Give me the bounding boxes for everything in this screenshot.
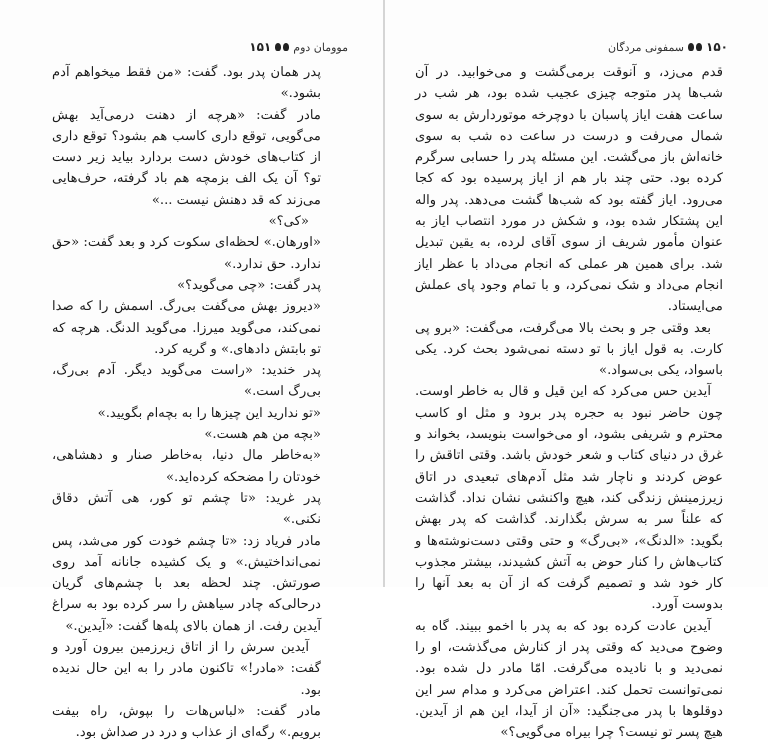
paragraph: آیدین حس می‌کرد که این قیل و قال به خاطر اوست. چون حاضر نبود به حجره پدر برود و مثل او کاسب محترم و شریفی بشود، او می‌خواست بنویسد، بخواند و غرق در دنیای کتاب و شعر خودش باشد. وقتی اتاقش را عوض کردند و ناچار شد مثل آدم‌های تبعیدی در اتاق زیرزمینش زندگی کند، هیچ واکنشی نشان نداد. گذاشت که علناً سر به سرش بگذارند. گذاشت که پدر بهش بگوید: «الدنگ»، «بی‌رگ» و حتی وقتی دست‌نوشته‌ها و کتاب‌هاش را کنار حوض به آتش کشیدند، بیشتر مجذوب کار خود شد و تصمیم گرفت که از آن به بعد آنها را بدوست آورد.	[415, 384, 723, 613]
right-page-text	[415, 62, 723, 744]
paragraph: پدر گفت: «چی می‌گوید؟»	[177, 277, 321, 293]
paragraph: «به‌خاطر مال دنیا، به‌خاطر صنار و دهشاهی، خودتان را مضحکه کرده‌اید.»	[52, 448, 321, 485]
ornament-icon	[688, 42, 702, 52]
paragraph: پدر خندید: «راست می‌گوید دیگر. آدم بی‌رگ، بی‌رگ است.»	[52, 363, 321, 400]
paragraph: «بچه من هم هست.»	[204, 427, 321, 443]
running-head-left	[249, 40, 348, 54]
paragraph: قدم می‌زد، و آنوقت برمی‌گشت و می‌خوابید. در آن شب‌ها پدر متوجه چیزی عجیب شده بود، هر شب در ساعت هفت ایاز پاسبان با دوچرخه موتوردارش به سوی شمال می‌رفت و درست در ساعت ده شب به سوی خانه‌اش باز می‌گشت. این مسئله پدر را حسابی سرگرم کرده بود. حتی چند بار هم از ایاز پرسیده بود که کجا می‌رود. ایاز گفته بود که شب‌ها گشت می‌دهد. پدر واله این پشتکار شده بود، و شکش در مورد انتصاب ایاز به عنوان مأمور شریف از سوی آقای لرده، به یقین تبدیل شد. برای همین هر عملی که انجام می‌داد با عظر ایاز انجام می‌داد و شک نمی‌کرد، و با تمام وجود پای عملش می‌ایستاد.	[415, 65, 723, 315]
paragraph: مادر فریاد زد: «تا چشم خودت کور می‌شد، پس نمی‌انداختیش.» و یک کشیده جانانه آمد روی صورتش. چند لحظه بعد با چشم‌های گریان درحالی‌که چادر سیاهش را سر کرده بود به سراغ آیدین رفت. از همان بالای پله‌ها گفت: «آیدین.»	[52, 533, 321, 634]
left-page	[0, 0, 383, 741]
paragraph: «دیروز بهش می‌گفت بی‌رگ. اسمش را که صدا نمی‌کند، می‌گوید میرزا. می‌گوید الدنگ. هرچه که تو بابتش دادهای.» و گریه کرد.	[52, 299, 321, 357]
left-page-header	[25, 38, 348, 56]
right-page	[385, 0, 768, 741]
paragraph: آیدین عادت کرده بود که به پدر با اخمو ببیند. گاه به وضوح می‌دید که وقتی پدر از کنارش می‌گذشت، او را نمی‌دید و با نادیده می‌گرفت. امّا مادر دل شده بود. نمی‌توانست تحمل کند. اعتراض می‌کرد و مدام سر این دوقلوها با پدر می‌جنگید: «آن از آیدا، این هم از آیدین. هیچ پسر تو نیست؟ چرا بیراه می‌گویی؟»	[415, 618, 723, 741]
paragraph: پدر غرید: «تا چشم تو کور، هی آتش دقاق نکنی.»	[52, 490, 321, 528]
left-page-text	[52, 62, 321, 744]
paragraph: پدر همان پدر بود. گفت: «من فقط میخواهم آدم بشود.»	[52, 65, 321, 102]
page-number: ۱۵۰	[706, 40, 728, 54]
right-page-header	[415, 38, 728, 56]
paragraph: «اورهان.» لحظه‌ای سکوت کرد و بعد گفت: «حق ندارد. حق ندارد.»	[51, 235, 321, 272]
paragraph: «کی؟»	[268, 214, 309, 230]
paragraph: مادر گفت: «هرچه از دهنت درمی‌آید بهش می‌گویی، توقع داری کاسب هم بشود؟ توقع داری از کتاب‌های خودش دست بردارد بیاید زیر دست تو؟ آن یک الف بزمچه هم باد گرفته، حرف‌هایی می‌زند که قد دهنش نیست ...»	[52, 107, 321, 208]
running-title: موومان دوم	[293, 40, 348, 54]
running-title: سمفونی مردگان	[607, 40, 685, 54]
paragraph: مادر گفت: «لباس‌هات را بپوش، راه بیفت برویم.» رگه‌ای از عذاب و درد در صداش بود.	[52, 703, 321, 741]
paragraph: «تو ندارید این چیزها را به بچه‌ام بگویید.»	[97, 405, 321, 421]
running-head-right	[608, 40, 728, 54]
page-number: ۱۵۱	[249, 40, 272, 54]
paragraph: بعد وقتی جر و بحث بالا می‌گرفت، می‌گفت: «برو پی کارت. به قول ایاز با تو دسته نمی‌شود بحث کرد. یکی باسواد، یکی بی‌سواد.»	[415, 320, 723, 379]
ornament-icon	[275, 42, 289, 52]
paragraph: آیدین سرش را از اتاق زیرزمین بیرون آورد و گفت: «مادر!» تاکنون مادر را به این حال ندیده بود.	[52, 640, 321, 698]
